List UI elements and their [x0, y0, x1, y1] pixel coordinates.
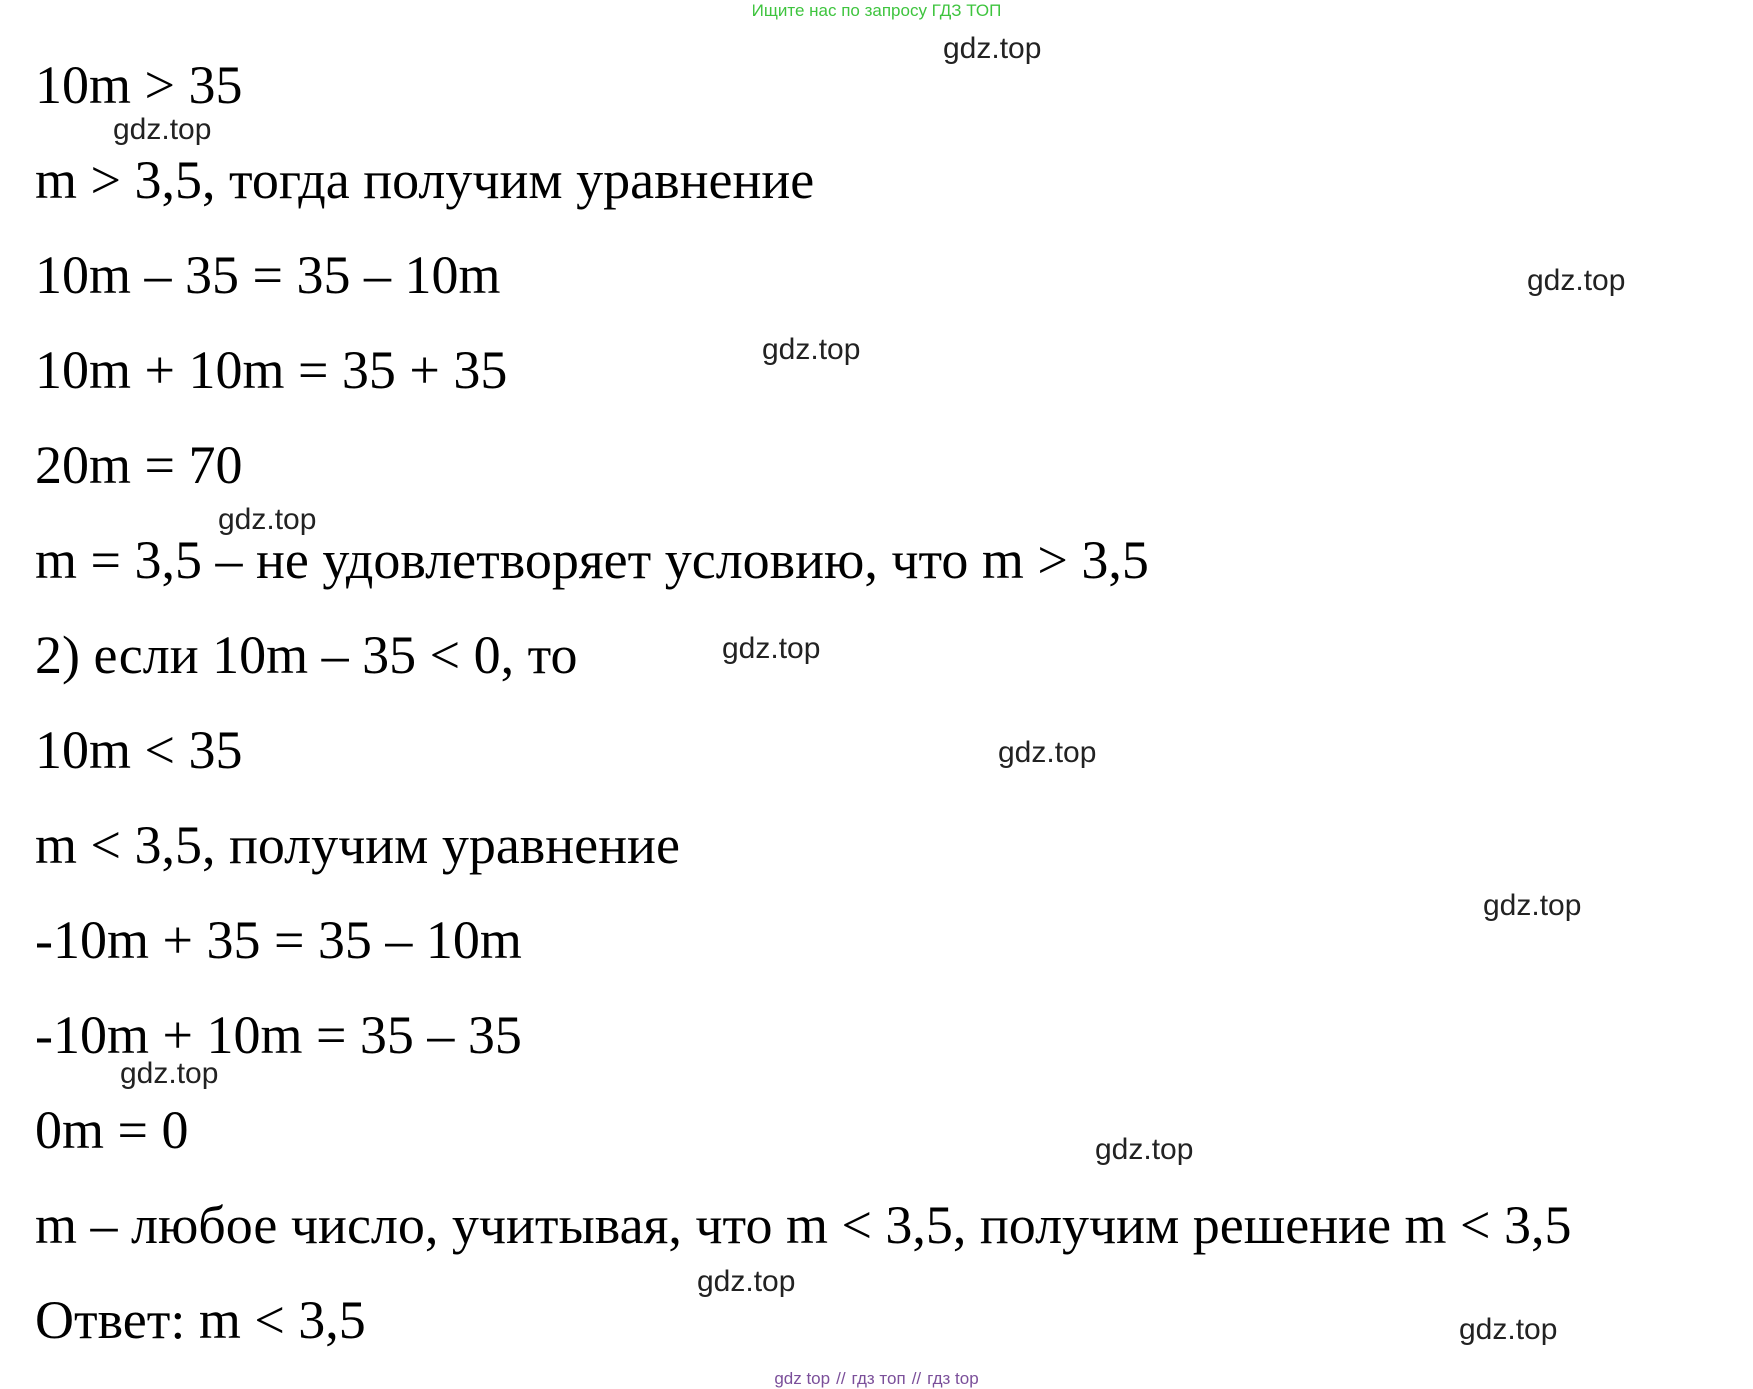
watermark: gdz.top: [697, 1265, 796, 1298]
watermark: gdz.top: [943, 32, 1042, 65]
watermark: gdz.top: [120, 1057, 219, 1090]
solution-line: -10m + 35 = 35 – 10m: [35, 910, 522, 970]
watermark: gdz.top: [762, 333, 861, 366]
watermark: gdz.top: [1095, 1133, 1194, 1166]
solution-line: 2) если 10m – 35 < 0, то: [35, 625, 578, 685]
footer-link[interactable]: гдз top: [927, 1369, 979, 1388]
watermark: gdz.top: [1459, 1313, 1558, 1346]
footer-links: [0, 1369, 1753, 1389]
watermark: gdz.top: [998, 736, 1097, 769]
solution-line: 10m + 10m = 35 + 35: [35, 340, 508, 400]
watermark: gdz.top: [1527, 264, 1626, 297]
solution-line: 10m > 35: [35, 55, 243, 115]
solution-line: 20m = 70: [35, 435, 243, 495]
watermark: gdz.top: [218, 503, 317, 536]
solution-line: 10m < 35: [35, 720, 243, 780]
footer-link[interactable]: gdz top: [774, 1369, 831, 1388]
solution-line: m = 3,5 – не удовлетворяет условию, что m > 3,5: [35, 530, 1149, 590]
top-banner: Ищите нас по запросу ГДЗ ТОП: [751, 1, 1002, 20]
watermark: gdz.top: [722, 632, 821, 665]
solution-line: 0m = 0: [35, 1100, 189, 1160]
answer-line: Ответ: m < 3,5: [35, 1290, 366, 1350]
solution-line: m < 3,5, получим уравнение: [35, 815, 680, 875]
footer-link[interactable]: гдз топ: [851, 1369, 906, 1388]
watermark: gdz.top: [113, 113, 212, 146]
solution-line: 10m – 35 = 35 – 10m: [35, 245, 501, 305]
solution-line: -10m + 10m = 35 – 35: [35, 1005, 522, 1065]
footer-separator: //: [836, 1369, 846, 1388]
watermark: gdz.top: [1483, 889, 1582, 922]
solution-line: m > 3,5, тогда получим уравнение: [35, 150, 815, 210]
solution-line: m – любое число, учитывая, что m < 3,5, получим решение m < 3,5: [35, 1195, 1572, 1255]
footer-separator: //: [911, 1369, 922, 1388]
